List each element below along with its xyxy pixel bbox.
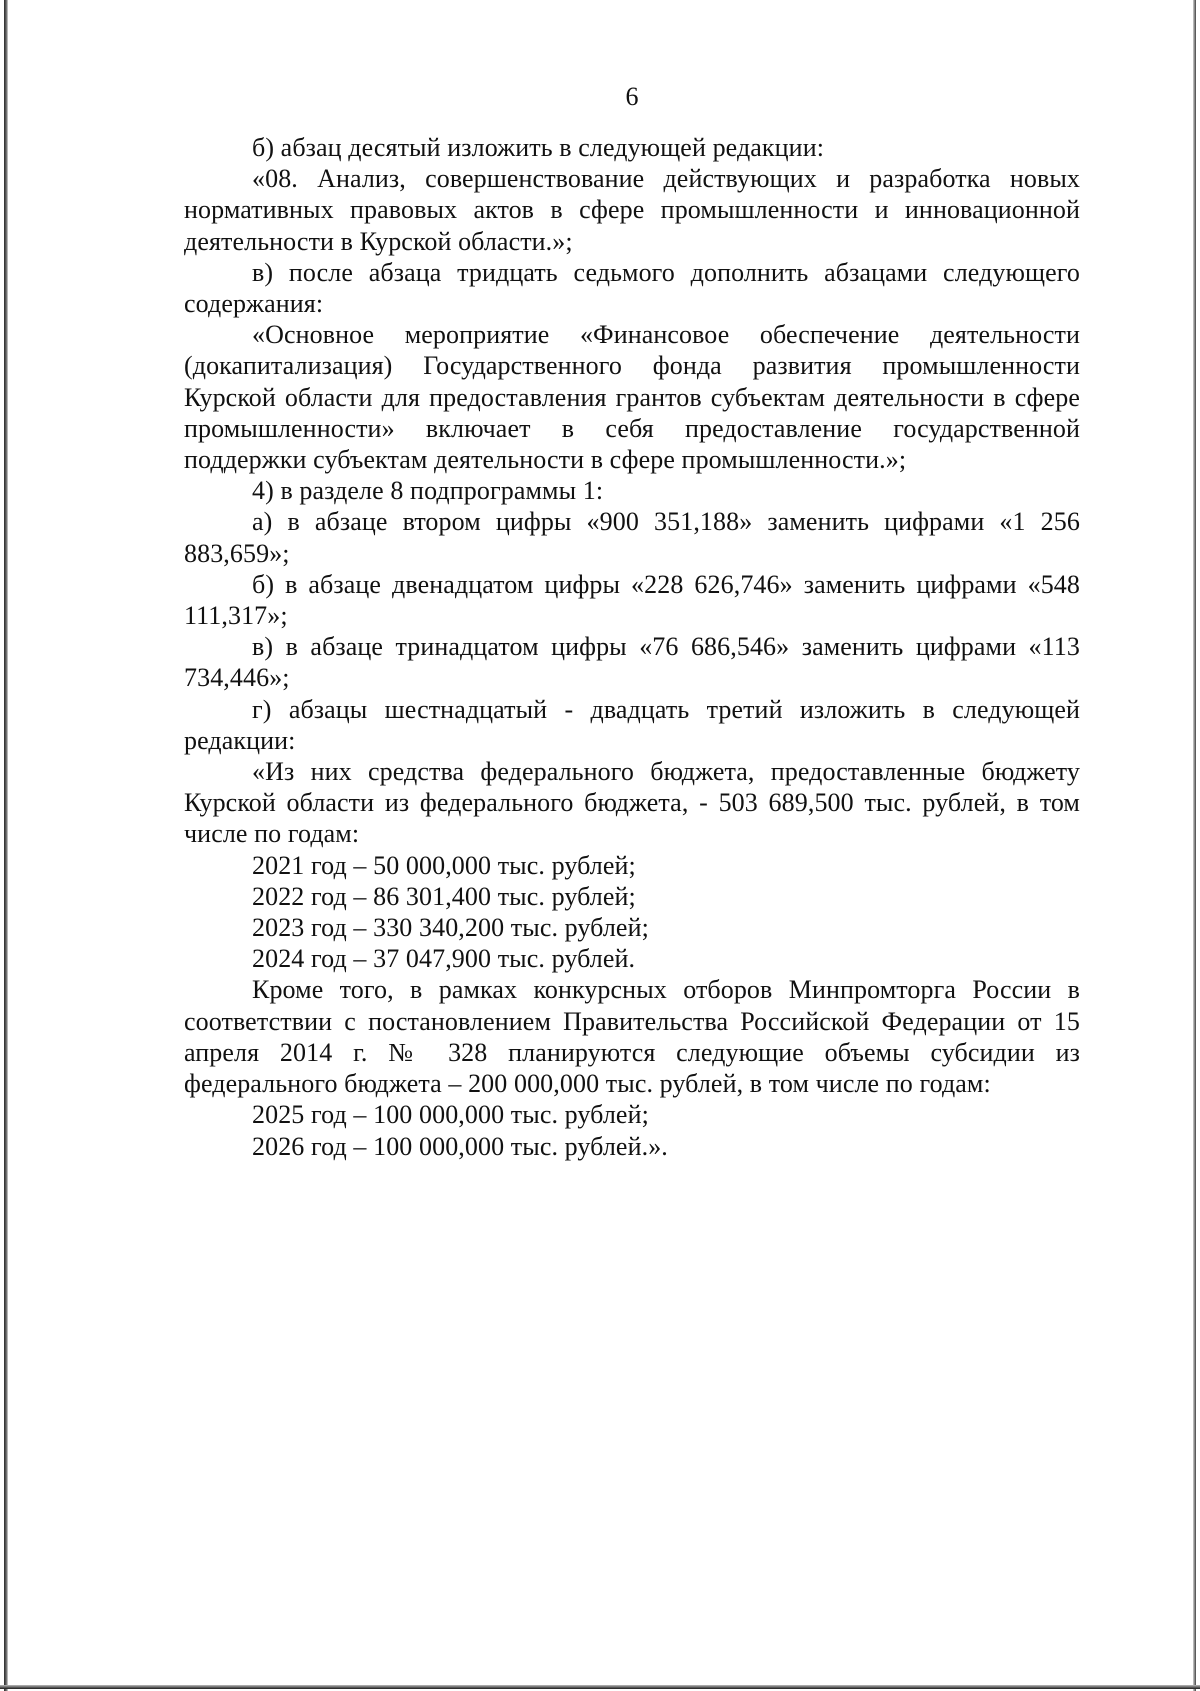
paragraph-main-measure-quote: «Основное мероприятие «Финансовое обеспечение деятельности (докапитализация) Государственного фонда развития промышленности Курской области для предоставления грантов субъектам деятельности в сфере промышленности» включает в себя предоставление государственной поддержки субъектам деятельности в сфере промышленности.»; xyxy=(184,320,1080,475)
federal-year-line: 2021 год – 50 000,000 тыс. рублей; xyxy=(252,850,636,880)
paragraph-competition-selection: Кроме того, в рамках конкурсных отборов Минпромторга России в соответствии с постановлением Правительства Российской Федерации от 15 апреля 2014 г. № 328 планируются следующие объемы субсидии из федерального бюджета – 200 000,000 тыс. рублей, в том числе по годам: xyxy=(184,975,1080,1099)
scan-edge-bottom xyxy=(0,1685,1200,1689)
federal-year-line: 2022 год – 86 301,400 тыс. рублей; xyxy=(252,881,636,911)
paragraph-item-g-sixteenth: г) абзацы шестнадцатый - двадцать третий изложить в следующей редакции: xyxy=(184,694,1080,755)
paragraph-item-b-tenth: б) абзац десятый изложить в следующей редакции: xyxy=(252,133,825,162)
scan-edge-right xyxy=(1193,0,1196,1691)
document-page xyxy=(184,84,1080,1162)
page-number: 6 xyxy=(625,82,639,111)
paragraph-item-b-twelfth: б) в абзаце двенадцатом цифры «228 626,746» заменить цифрами «548 111,317»; xyxy=(184,569,1080,631)
competition-year-line: 2026 год – 100 000,000 тыс. рублей.». xyxy=(252,1131,668,1161)
paragraph-item-v-thirty-seventh: в) после абзаца тридцать седьмого дополнить абзацами следующего содержания: xyxy=(184,257,1080,319)
competition-year-line: 2025 год – 100 000,000 тыс. рублей; xyxy=(252,1100,649,1130)
paragraph-section-8: 4) в разделе 8 подпрограммы 1: xyxy=(252,476,604,506)
paragraph-federal-funds: «Из них средства федерального бюджета, предоставленные бюджету Курской области из федерального бюджета, - 503 689,500 тыс. рублей, в том числе по годам: xyxy=(184,757,1080,849)
federal-year-line: 2023 год – 330 340,200 тыс. рублей; xyxy=(252,913,649,943)
paragraph-08-quote: «08. Анализ, совершенствование действующих и разработка новых нормативных правовых актов в сфере промышленности и инновационной деятельности в Курской области.»; xyxy=(184,164,1080,256)
scan-edge-left xyxy=(4,0,8,1691)
federal-year-line: 2024 год – 37 047,900 тыс. рублей. xyxy=(252,944,636,974)
paragraph-item-a-second: а) в абзаце втором цифры «900 351,188» заменить цифрами «1 256 883,659»; xyxy=(184,507,1080,568)
paragraph-item-v-thirteenth: в) в абзаце тринадцатом цифры «76 686,546» заменить цифрами «113 734,446»; xyxy=(184,632,1080,693)
